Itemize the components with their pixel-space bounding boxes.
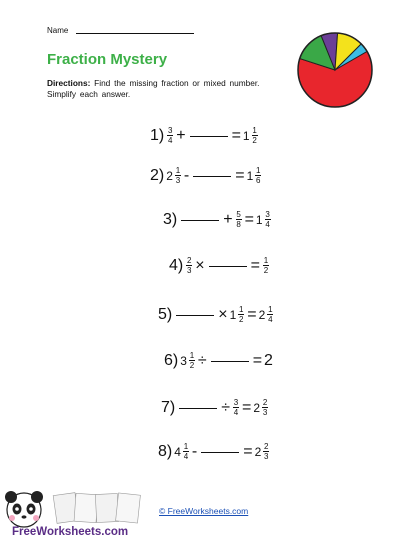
fraction [186,256,192,275]
worksheet-title: Fraction Mystery [47,51,168,68]
denominator: 3 [187,266,192,275]
problem-number: 4) [169,256,184,274]
name-label: Name [47,26,69,35]
problem-row [150,126,259,145]
problem-row [150,166,262,185]
denominator: 4 [168,136,173,145]
numerator: 2 [262,398,268,407]
denominator: 2 [252,136,257,145]
answer-blank[interactable] [190,135,228,137]
denominator: 4 [265,220,270,229]
result-value: 2 [264,351,273,369]
numerator: 1 [175,166,181,175]
directions [47,78,287,100]
denominator: 3 [175,176,181,185]
equals-sign: = [235,166,245,184]
numerator: 1 [263,256,269,265]
equals-sign: = [242,398,252,416]
answer-blank[interactable] [193,175,231,177]
numerator: 1 [256,166,261,175]
result-whole: 2 [258,307,266,322]
problem-number: 3) [163,210,178,228]
operator: × [218,305,228,323]
equals-sign: = [243,442,253,460]
name-blank [76,33,194,34]
operator: ÷ [221,398,231,416]
operator: - [191,442,198,460]
result-whole: 2 [253,400,261,415]
numerator: 2 [264,442,269,451]
operator: × [195,256,205,274]
operator: - [183,166,190,184]
problem-row [161,398,269,417]
fraction [262,398,268,417]
whole-number: 2 [166,168,173,183]
problem-number: 6) [164,351,179,369]
fraction [189,351,195,370]
fraction [267,305,273,324]
problem-number: 2) [150,166,165,184]
fraction [233,398,239,417]
denominator: 4 [268,315,273,324]
fraction [167,126,173,145]
answer-blank[interactable] [211,360,249,362]
freeworksheets-logo [0,488,150,539]
problem-row [158,305,274,324]
result-whole: 1 [242,128,250,143]
directions-text: Find the missing fraction or mixed number. Simplify each answer. [47,78,260,99]
numerator: 1 [239,305,244,314]
fraction [183,442,189,461]
operator: + [223,210,233,228]
numerator: 1 [268,305,273,314]
fraction [263,256,269,275]
worksheet-stack-icon [53,493,140,524]
fraction [263,442,269,461]
operator: ÷ [197,351,207,369]
numerator: 1 [252,126,257,135]
numerator: 1 [183,442,189,451]
pie-chart-graphic [296,26,374,114]
whole-number: 4 [174,444,181,459]
answer-blank[interactable] [179,407,217,409]
answer-blank[interactable] [209,265,247,267]
equals-sign: = [250,256,260,274]
equals-sign: = [247,305,257,323]
denominator: 2 [263,266,269,275]
denominator: 3 [262,408,268,417]
denominator: 6 [256,176,261,185]
result-whole: 2 [254,444,262,459]
denominator: 4 [233,408,239,417]
denominator: 2 [189,361,195,370]
denominator: 3 [264,452,269,461]
answer-blank[interactable] [176,314,214,316]
numerator: 3 [265,210,270,219]
fraction [252,126,258,145]
problem-number: 1) [150,126,165,144]
fraction [236,210,242,229]
name-field-row [47,26,194,35]
equals-sign: = [231,126,241,144]
problem-row [164,351,273,370]
operator: + [176,126,186,144]
numerator: 5 [236,210,241,219]
result-whole: 1 [255,212,263,227]
problem-number: 5) [158,305,173,323]
directions-label: Directions: [47,78,91,88]
numerator: 3 [233,398,239,407]
equals-sign: = [244,210,254,228]
numerator: 1 [189,351,195,360]
denominator: 4 [183,452,189,461]
numerator: 3 [168,126,173,135]
numerator: 2 [187,256,192,265]
problem-row [163,210,272,229]
problem-row [169,256,270,275]
fraction [255,166,261,185]
fraction [265,210,271,229]
equals-sign: = [252,351,263,369]
denominator: 2 [239,315,244,324]
whole-number: 3 [180,353,187,368]
answer-blank[interactable] [181,219,219,221]
logo-text: FreeWorksheets.com [12,526,129,538]
denominator: 8 [236,220,241,229]
problem-number: 7) [161,398,176,416]
whole-number: 1 [229,307,237,322]
fraction [238,305,244,324]
answer-blank[interactable] [201,451,239,453]
problem-number: 8) [158,442,173,460]
fraction [175,166,181,185]
freeworksheets-link[interactable]: © FreeWorksheets.com [159,506,249,516]
result-whole: 1 [246,168,254,183]
problem-row [158,442,270,461]
panda-icon [5,491,43,527]
